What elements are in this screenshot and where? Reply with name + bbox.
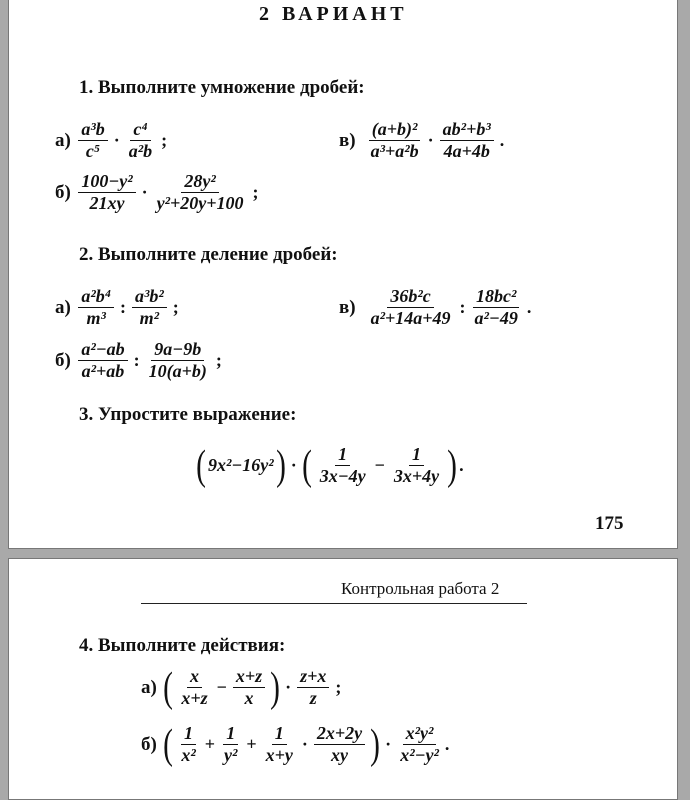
fraction [78, 171, 135, 214]
fraction [132, 286, 167, 329]
operator: · [385, 734, 392, 754]
denominator: 21xy [89, 193, 125, 213]
numerator: 1 [409, 444, 424, 466]
denominator: 4a+4b [443, 141, 490, 161]
denominator: a²−49 [474, 308, 518, 328]
numerator: c⁴ [130, 119, 150, 141]
denominator: y²+20y+100 [156, 193, 244, 213]
numerator: a³b [78, 119, 107, 141]
punctuation: . [444, 734, 450, 754]
denominator: a²b [128, 141, 153, 161]
numerator: 100−y² [78, 171, 135, 193]
denominator: a²+ab [81, 361, 125, 381]
numerator: 1 [181, 723, 196, 745]
task-number: 2. [79, 244, 94, 265]
numerator: z+x [297, 666, 329, 688]
numerator: x²y² [403, 723, 437, 745]
punctuation: ; [215, 350, 222, 370]
item-label: а) [141, 676, 157, 698]
item-label: а) [55, 296, 71, 318]
denominator: a³+a²b [370, 141, 419, 161]
fraction [78, 119, 107, 162]
denominator: x+y [265, 745, 293, 765]
operator: + [246, 734, 257, 754]
task-3-expression [194, 444, 464, 487]
denominator: xy [331, 745, 349, 765]
item-label: б) [55, 349, 71, 371]
task-2-heading [79, 244, 338, 266]
operator: + [204, 734, 215, 754]
operator: · [427, 130, 434, 150]
operator: : [133, 350, 140, 370]
denominator: x [244, 688, 254, 708]
fraction [391, 444, 442, 487]
fraction [178, 723, 198, 766]
numerator: a²b⁴ [78, 286, 114, 308]
fraction [146, 339, 210, 382]
numerator: 1 [335, 444, 350, 466]
task-1b [55, 171, 262, 214]
numerator: 36b²c [387, 286, 433, 308]
numerator: 28y² [181, 171, 218, 193]
fraction [317, 444, 369, 487]
numerator: 2x+2y [314, 723, 365, 745]
task-4-heading [79, 635, 285, 657]
denominator: x² [181, 745, 196, 765]
denominator: m³ [86, 308, 106, 328]
denominator: a²+14a+49 [370, 308, 451, 328]
task-text: Выполните действия: [98, 635, 286, 656]
factor: 9x²−16y² [208, 455, 274, 475]
denominator: x+z [181, 688, 208, 708]
fraction [221, 723, 240, 766]
task-number: 3. [79, 404, 94, 425]
operator: · [290, 455, 297, 475]
task-4a [141, 666, 344, 709]
task-text: Выполните деление дробей: [98, 244, 338, 265]
operator: − [216, 677, 227, 697]
punctuation: . [499, 130, 505, 150]
punctuation: ; [161, 130, 168, 150]
numerator: x+z [233, 666, 265, 688]
right-paren: ) [447, 442, 458, 489]
task-2b [55, 339, 225, 382]
punctuation: ; [252, 182, 259, 202]
task-1v [339, 119, 507, 162]
fraction [297, 666, 329, 709]
left-paren: ( [301, 442, 312, 489]
task-4b [141, 723, 449, 766]
left-paren: ( [163, 664, 174, 711]
page-176 [8, 558, 678, 800]
right-paren: ) [275, 442, 286, 489]
fraction [78, 286, 114, 329]
item-label: а) [55, 129, 71, 151]
punctuation: ; [172, 297, 179, 317]
operator: · [301, 734, 308, 754]
item-label: в) [339, 296, 356, 318]
variant-title: 2 ВАРИАНТ [259, 3, 408, 25]
task-number: 4. [79, 635, 94, 656]
fraction [78, 339, 127, 382]
operator: · [141, 182, 148, 202]
fraction [178, 666, 210, 709]
task-number: 1. [79, 77, 94, 98]
item-label: б) [141, 733, 157, 755]
task-2v [339, 286, 534, 329]
fraction [263, 723, 296, 766]
numerator: x [187, 666, 202, 688]
numerator: a³b² [132, 286, 167, 308]
numerator: 1 [272, 723, 287, 745]
numerator: 18bc² [473, 286, 519, 308]
numerator: (a+b)² [369, 119, 421, 141]
item-label: в) [339, 129, 356, 151]
denominator: m² [139, 308, 160, 328]
operator: : [459, 297, 466, 317]
denominator: 3x−4y [319, 466, 366, 486]
fraction [472, 286, 521, 329]
fraction [368, 119, 422, 162]
fraction [154, 171, 247, 214]
fraction [368, 286, 454, 329]
item-label: б) [55, 181, 71, 203]
denominator: c⁵ [85, 141, 101, 161]
task-1-heading [79, 77, 365, 99]
denominator: 10(a+b) [148, 361, 207, 381]
fraction [440, 119, 494, 162]
page-number: 175 [595, 513, 624, 534]
fraction [126, 119, 155, 162]
operator: · [113, 130, 120, 150]
operator: − [374, 455, 385, 475]
running-header: Контрольная работа 2 [341, 579, 500, 598]
denominator: y² [224, 745, 238, 765]
right-paren: ) [370, 721, 381, 768]
task-text: Упростите выражение: [98, 404, 297, 425]
left-paren: ( [196, 442, 206, 489]
fraction [397, 723, 442, 766]
numerator: 1 [223, 723, 238, 745]
task-2a [55, 286, 182, 329]
numerator: ab²+b³ [440, 119, 494, 141]
denominator: z [309, 688, 317, 708]
operator: : [119, 297, 126, 317]
right-paren: ) [270, 664, 281, 711]
left-paren: ( [163, 721, 174, 768]
fraction [314, 723, 365, 766]
task-1a [55, 119, 170, 162]
fraction [233, 666, 265, 709]
denominator: 3x+4y [393, 466, 440, 486]
denominator: x²−y² [400, 745, 439, 765]
punctuation: . [526, 297, 532, 317]
numerator: 9a−9b [151, 339, 204, 361]
punctuation: ; [335, 677, 342, 697]
task-text: Выполните умножение дробей: [98, 77, 365, 98]
operator: · [285, 677, 292, 697]
header-rule [141, 603, 527, 604]
page-175 [8, 0, 678, 549]
task-3-heading [79, 404, 296, 426]
punctuation: . [459, 455, 464, 475]
numerator: a²−ab [78, 339, 127, 361]
